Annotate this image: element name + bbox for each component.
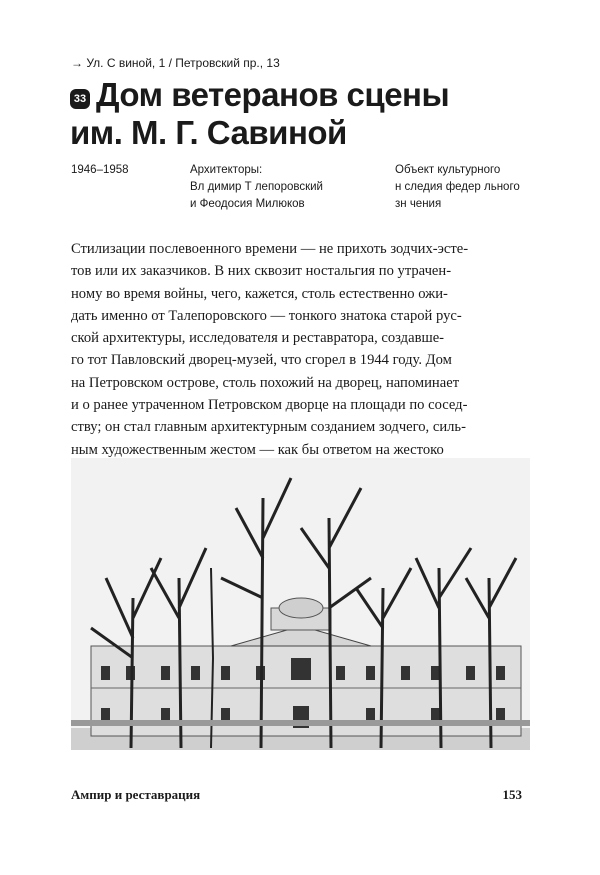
text-line: Стилизации послевоенного времени — не прихоть зодчих-эсте- — [71, 241, 469, 257]
building-photo — [71, 458, 530, 750]
text-line: ской архитектуры, исследователя и реставратора, создавше- — [71, 330, 445, 347]
text-line: и о ранее утраченном Петровском дворце на площади по сосед- — [71, 397, 468, 414]
text-line: на Петровском острове, столь похожий на дворец, напоминает — [71, 374, 460, 391]
heritage-status — [395, 162, 520, 213]
body-text — [71, 238, 531, 461]
entry-number-badge: 33 — [70, 89, 90, 109]
title-line-2: им. М. Г. Савиной — [70, 114, 347, 151]
architects-label: Архитекторы: — [190, 164, 263, 176]
status-line: зн чения — [395, 198, 442, 210]
text-line: дать именно от Талепоровского — тонкого знатока старой рус- — [71, 307, 462, 324]
text-line: тов или их заказчиков. В них сквозит ностальгия по утрачен- — [71, 263, 452, 280]
text-line: ному во время войны, чего, кажется, столь естественно ожи- — [71, 285, 448, 302]
architects — [190, 162, 323, 213]
footer-section-title: Ампир и реставрация — [71, 787, 201, 802]
address: → Ул. С виной, 1 / Петровский пр., 13 — [71, 56, 280, 70]
architect-1: Вл димир Т лепоровский — [190, 181, 323, 193]
text-line: ным художественным жестом — как бы ответом на жестоко — [71, 441, 444, 458]
title-line-1: Дом ветеранов сцены — [96, 76, 450, 113]
status-line: н следия федер льного — [395, 181, 520, 193]
years: 1946–1958 — [71, 164, 129, 176]
page-title — [70, 76, 449, 152]
text-line: ству; он стал главным архитектурным созданием зодчего, силь- — [71, 419, 466, 436]
text-line: го тот Павловский дворец-музей, что сгорел в 1944 году. Дом — [71, 352, 452, 369]
page-number: 153 — [502, 787, 522, 802]
architect-2: и Феодосия Милюков — [190, 198, 305, 210]
status-line: Объект культурного — [395, 164, 501, 176]
